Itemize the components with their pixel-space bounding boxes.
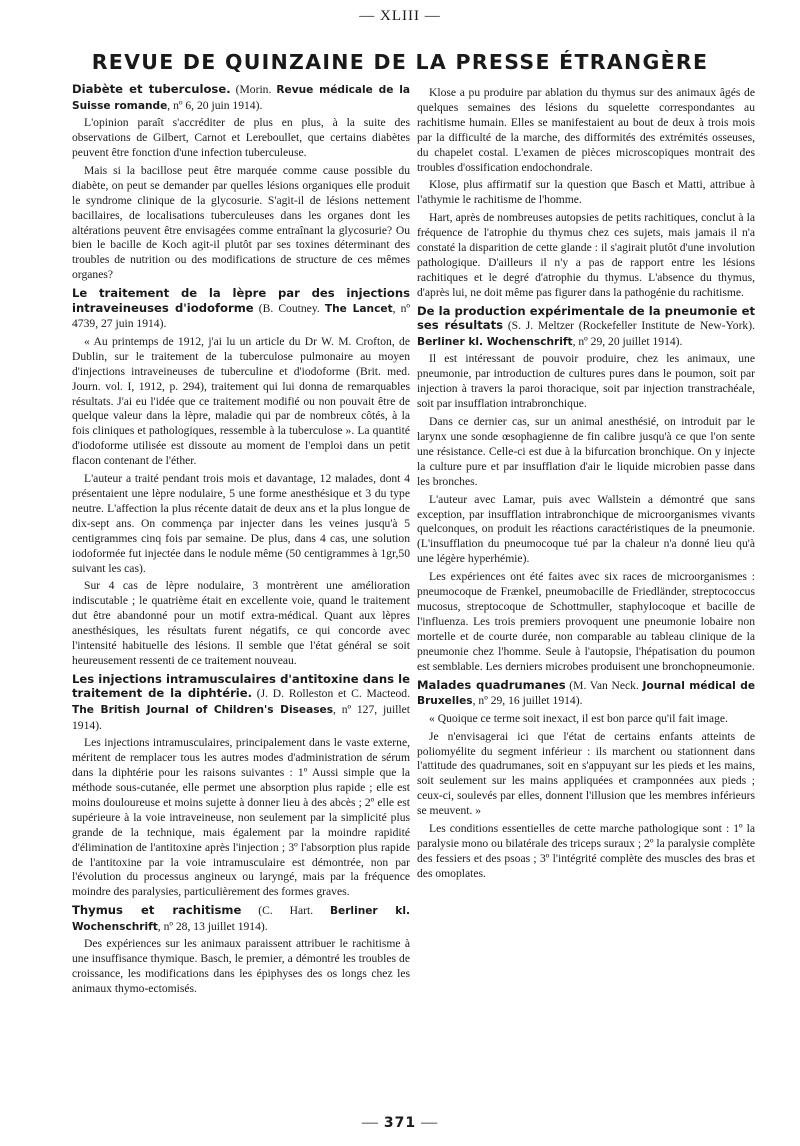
article-citation: , nº 28, 13 juillet 1914). xyxy=(157,919,268,933)
article-citation: , nº 4739, 27 juin 1914). xyxy=(72,301,411,331)
paragraph: « Quoique ce terme soit inexact, il est bon parce qu'il fait image. xyxy=(429,711,728,725)
paragraph: Dans ce dernier cas, sur un animal anesthésié, on introduit par le larynx une sonde œsophagienne de fin calibre jusqu'à ce que l'on sente une résistance. Celle-ci est due à la bifurcation bronchique. On y injecte la culture pure et par insufflation d'air le liquide microbien passe dans les bronches. xyxy=(417,415,755,488)
article-antitoxine xyxy=(72,672,410,900)
paragraph: L'opinion paraît s'accréditer de plus en plus, à la suite des observations de Gilbert, Carnot et Lereboullet, que certains diabètes peuvent être fonction d'une infection tuberculeuse. xyxy=(72,116,410,159)
paragraph: Klose a pu produire par ablation du thymus sur des animaux âgés de quelques semaines des lésions du squelette correspondantes au rachitisme humain. Elles se manifestaient au bout de deux à trois mois par la difficulté de la marche, des difformités des extrémités osseuses, du chapelet costal. L'examen de pièces microscopiques montrait des troubles d'ossification endochondrale. xyxy=(417,86,755,174)
paragraph: Des expériences sur les animaux paraissent attribuer le rachitisme à une insuffisance thymique. Basch, le premier, a démontré les troubles de croissance, les modifications dans les épiphyses des os longs chez les animaux thymo-ectomisés. xyxy=(72,937,410,996)
paragraph: Il est intéressant de pouvoir produire, chez les animaux, une pneumonie, par introduction de cultures pures dans le poumon, soit par injection à travers la paroi thoracique, soit par injection transtrachéale, soit par insufflation intrabronchique. xyxy=(417,352,755,411)
left-column xyxy=(72,82,410,1000)
footer-dash-right: — xyxy=(416,1114,439,1131)
article-pneumonie xyxy=(417,304,755,675)
article-byline: (Morin. xyxy=(230,83,277,96)
article-byline: (M. Van Neck. xyxy=(565,678,643,692)
article-heading xyxy=(417,304,755,350)
right-column xyxy=(417,86,755,885)
paragraph: Sur 4 cas de lèpre nodulaire, 3 montrèrent une amélioration indiscutable ; le quatrième était en excellente voie, quand le traitement dut être abandonné pour un motif extra-médical. Quant aux lèpres anesthésiques, les résultats furent négatifs, ce qui concorde avec l'intensité habituelle des lésions. Il semble que l'état général se soit heureusement ressenti de ce traitement nouveau. xyxy=(72,579,410,667)
article-citation: , nº 29, 16 juillet 1914). xyxy=(472,694,583,708)
article-source: Journal médical de Bruxelles xyxy=(417,679,756,708)
page-number: 371 xyxy=(383,1115,417,1131)
article-byline: (J. D. Rolleston et C. Macteod. xyxy=(252,687,410,701)
page-footer xyxy=(0,1114,800,1132)
paragraph: « Au printemps de 1912, j'ai lu un article du Dr W. M. Crofton, de Dublin, sur le traitement de la tuberculose pulmonaire au moyen d'injections intraveineuses de tuberculine et d'iodoforme (Brit. med. Journ. vol. I, 1912, p. 294), traitement qui lui donna de remarquables résultats. J'ai eu l'idée que ce traitement modifié ou non pouvait être de quelque valeur dans la lèpre, maladie qui par de nombreux côtés, à la fois cliniques et pathologiques, ressemble à la tuberculose ». La quantité d'iodoforme utilisée est dissoute au moment de l'emploi dans un petit flacon contenant de l'éther. xyxy=(72,334,410,468)
article-quadrumanes xyxy=(417,678,755,882)
page-header: — XLIII — xyxy=(359,8,441,24)
article-title: Le traitement de la lèpre par des injections intraveineuses d'iodoforme xyxy=(72,286,410,315)
article-citation: , nº 29, 20 juillet 1914). xyxy=(572,334,683,348)
article-citation: , nº 6, 20 juin 1914). xyxy=(167,98,263,112)
article-citation: , nº 127, juillet 1914). xyxy=(72,703,410,732)
article-source: Berliner kl. Wochenschrift xyxy=(72,905,411,933)
article-title: Les injections intramusculaires d'antitoxine dans le traitement de la diphtérie. xyxy=(72,671,410,701)
article-lepre xyxy=(72,286,410,669)
article-source: The British Journal of Children's Diseases xyxy=(72,704,334,717)
article-heading xyxy=(72,82,410,113)
article-heading xyxy=(72,672,410,733)
paragraph: Mais si la bacillose peut être marquée comme cause possible du diabète, on peut se demander par quelles lésions organiques elle produit le syndrome clinique de la glycosurie. S'agit-il de lésions nettement bacillaires, de localisations tuberculeuses dans les organes dont les altérations peuvent être envisagées comme entraînant la glycosurie? Ou bien le bacille de Koch agit-il plutôt par ses toxines déterminant des troubles de nutrition ou des modifications de structure de ces mêmes organes? xyxy=(72,163,410,282)
article-heading xyxy=(72,903,410,934)
paragraph: Je n'envisagerai ici que l'état de certains enfants atteints de poliomyélite du segment inférieur : ils marchent ou stationnent dans l'attitude des quadrumanes, soit en s'appuyant sur les pieds et les mains, soit seulement sur les mains appliquées et cramponnées aux pieds ; ceux-ci, soulevés par elles, donnent l'illusion que les membres inférieurs se meuvent. » xyxy=(417,729,755,818)
page-title: REVUE DE QUINZAINE DE LA PRESSE ÉTRANGÈRE xyxy=(91,50,709,74)
article-thymus xyxy=(72,903,410,997)
article-title: Thymus et rachitisme xyxy=(72,903,242,918)
article-title: Diabète et tuberculose. xyxy=(72,82,231,96)
footer-dash-left: — xyxy=(361,1114,384,1131)
article-byline: (B. Coutney. xyxy=(253,301,325,315)
paragraph: L'auteur avec Lamar, puis avec Wallstein a démontré que sans exception, par insufflation intrabronchique de microorganismes vivants quelconques, on produit les réactions caractéristiques de la pneumonie. (L'insufflation du pneumocoque tué par la chaleur n'a donné lieu qu'à une légère hyperhémie). xyxy=(417,492,755,566)
article-source: Revue médicale de la Suisse romande xyxy=(72,84,410,112)
article-title: Malades quadrumanes xyxy=(417,677,566,692)
paragraph: Hart, après de nombreuses autopsies de petits rachitiques, conclut à la fréquence de l'atrophie du thymus chez ces sujets, mais jamais il n'a constaté la disparition de cette glande : il s'agirait plutôt d'une involution pathologique. D'ailleurs il n'y a pas de rapport entre les lésions rachitiques et le degré d'atrophie du thymus. L'absence du thymus, d'après lui, ne doit même pas figurer dans la pathogénie du rachitisme. xyxy=(417,211,755,299)
article-byline: (S. J. Meltzer (Rockefeller Institute de New-York). xyxy=(503,319,755,333)
paragraph: Les conditions essentielles de cette marche pathologique sont : 1º la paralysie mono ou bilatérale des triceps suraux ; 2º la paralysie complète des fessiers et des psoas ; 3º l'intégrité complète des muscles des bras et des omoplates. xyxy=(417,822,755,880)
article-byline: (C. Hart. xyxy=(241,904,330,918)
paragraph: Klose, plus affirmatif sur la question que Basch et Matti, attribue à l'athymie le rachitisme de l'homme. xyxy=(417,178,755,207)
article-thymus-continued xyxy=(417,86,755,301)
article-heading xyxy=(417,678,755,709)
paragraph: L'auteur a traité pendant trois mois et davantage, 12 malades, dont 4 présentaient une lèpre nodulaire, 5 une forme anesthésique et 3 du type neutre. L'affection la plus récente datait de deux ans et la plus longue de dix-sept ans. On commença par injecter dans les veines jusqu'à 5 centigrammes cinq fois par semaine. De plus, dans 4 cas, une solution iodoformée fut injectée dans le nodule même (50 centigrammes à 1gr,50 suivant les cas). xyxy=(72,472,410,575)
article-source: Berliner kl. Wochenschrift xyxy=(417,335,573,348)
article-source: The Lancet xyxy=(324,302,393,315)
article-diabete xyxy=(72,82,410,283)
paragraph: Les expériences ont été faites avec six races de microorganismes : pneumocoque de Frænkel, pneumobacille de Friedländer, streptococcus mucosus, streptocoque de Schottmuller, staphylocoque et bacille de l'influenza. Les trois premiers provoquent une pneumonie lobaire non mortelle et de courte durée, non comparable au tableau clinique de la pneumonie chez l'homme. Seule à l'autopsie, l'hépatisation du poumon est semblable. Les derniers microbes produisent une bronchopneumonie. xyxy=(417,570,755,673)
paragraph: Les injections intramusculaires, principalement dans le vaste externe, méritent de remplacer tous les autres modes d'administration de sérum dans la diphtérie pour les raisons suivantes : 1º Aussi simple que la méthode sous-cutanée, elle permet une absorption plus rapide ; elle est moins douloureuse et moins sujette à donner lieu à des abcès ; 2º elle est supérieure à la voie intraveineuse, non seulement par la simplicité plus grande de la technique, mais également par la moindre rapidité d'élimination de l'antitoxine après l'injection ; 3º l'absorption plus rapide de l'antitoxine par la voie intramusculaire est démontrée, non par l'évolution du processus angineux ou laryngé, mais par la fréquence moindre des paralysies, particulièrement des formes graves. xyxy=(72,736,410,899)
article-title: De la production expérimentale de la pneumonie et ses résultats xyxy=(417,303,755,333)
article-heading xyxy=(72,286,410,332)
